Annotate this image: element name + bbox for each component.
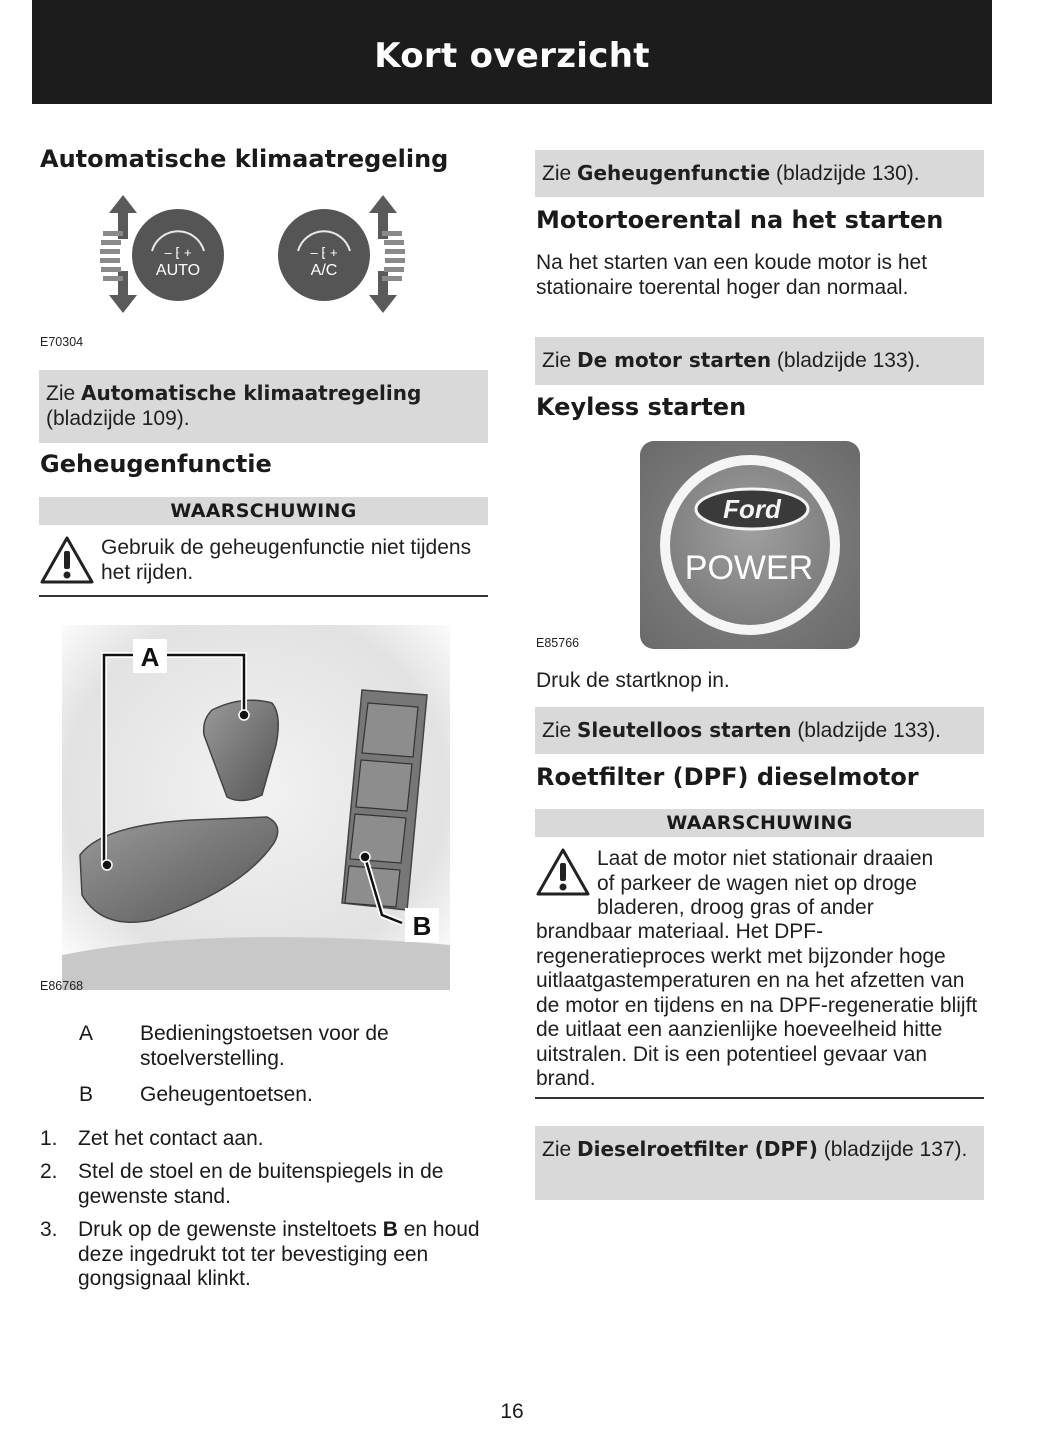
callout-b-label: B (412, 911, 432, 941)
step-number: 3. (40, 1218, 58, 1241)
dpf-warning-lines (597, 847, 987, 921)
ford-logo-text: Ford (723, 494, 781, 524)
memory-warning-title: WAARSCHUWING (39, 497, 488, 525)
idle-heading: Motortoerental na het starten (536, 206, 944, 234)
legend-text-b: Geheugentoetsen. (140, 1083, 313, 1106)
ref-suffix: (bladzijde 137). (823, 1138, 968, 1161)
step-text: Stel de stoel en de buitenspiegels in de gewenste stand. (78, 1160, 444, 1208)
keyless-text: Druk de startknop in. (536, 669, 730, 692)
auto-knob-label: AUTO (155, 262, 201, 279)
ref-prefix: Zie (542, 1138, 572, 1161)
ref-link-climate[interactable]: Automatische klimaatregeling (81, 381, 422, 405)
callout-a-label: A (140, 642, 160, 672)
dpf-warning-line: of parkeer de wagen niet op droge (597, 871, 917, 895)
figure-code-power: E85766 (536, 636, 580, 650)
idle-reference-box (535, 337, 984, 385)
ref-suffix: (bladzijde 130). (776, 162, 920, 185)
legend-key-b: B (79, 1083, 94, 1106)
ac-knob-scale: – ⁅ + (310, 245, 338, 260)
page-title: Kort overzicht (374, 36, 650, 76)
ref-prefix: Zie (46, 382, 76, 405)
ref-suffix: (bladzijde 109). (46, 406, 190, 430)
ref-link-keyless[interactable]: Sleutelloos starten (577, 718, 792, 742)
ref-prefix: Zie (542, 719, 572, 742)
power-button-label: POWER (684, 549, 814, 587)
warning-triangle-icon (40, 535, 94, 585)
keyless-heading: Keyless starten (536, 393, 747, 421)
ref-prefix: Zie (542, 349, 572, 372)
step-text: Zet het contact aan. (78, 1127, 264, 1150)
warning-triangle-icon (536, 847, 590, 897)
seat-controls-illustration (62, 625, 450, 990)
climate-reference-box (39, 370, 488, 443)
figure-code-seat: E86768 (40, 979, 84, 993)
step-text (78, 1218, 490, 1292)
climate-heading: Automatische klimaatregeling (40, 145, 449, 173)
climate-knobs-illustration (95, 193, 415, 318)
auto-knob-scale: – ⁅ + (164, 245, 192, 260)
step-number: 1. (40, 1127, 58, 1150)
dpf-warning-line: bladeren, droog gras of ander (597, 896, 874, 919)
legend-key-a: A (79, 1022, 94, 1045)
step-text-bold: B (382, 1218, 398, 1241)
memory-heading: Geheugenfunctie (40, 450, 272, 478)
step-number: 2. (40, 1160, 58, 1183)
idle-text: Na het starten van een koude motor is het stationaire toerental hoger dan normaal. (536, 251, 928, 299)
ac-knob-label: A/C (310, 262, 338, 279)
page-header (32, 0, 992, 104)
memory-reference-box (535, 150, 984, 197)
left-rotate-arrows-icon (100, 195, 137, 313)
ref-link-engine-start[interactable]: De motor starten (577, 348, 772, 372)
figure-code-climate: E70304 (40, 335, 84, 349)
page-number: 16 (500, 1400, 524, 1423)
divider (535, 1097, 984, 1099)
dpf-heading: Roetfilter (DPF) dieselmotor (536, 763, 919, 791)
right-rotate-arrows-icon (369, 195, 405, 313)
ref-suffix: (bladzijde 133). (776, 349, 921, 372)
divider (39, 595, 488, 597)
ref-prefix: Zie (542, 162, 572, 185)
keyless-reference-box (535, 707, 984, 754)
memory-warning-text: Gebruik de geheugenfunctie niet tijdens het rijden. (101, 536, 472, 584)
legend-text-a: Bedieningstoetsen voor de stoelverstelling. (140, 1022, 389, 1070)
step-text-before: Druk op de gewenste insteltoets (78, 1218, 377, 1241)
ref-suffix: (bladzijde 133). (797, 719, 941, 742)
dpf-warning-line: Laat de motor niet stationair draaien (597, 847, 934, 870)
ref-link-dpf[interactable]: Dieselroetfilter (DPF) (577, 1137, 818, 1161)
step-text-after: en houd deze ingedrukt tot ter bevestiging een gongsignaal klinkt. (78, 1218, 480, 1290)
dpf-reference-box (535, 1126, 984, 1200)
power-button-illustration (640, 441, 860, 649)
dpf-warning-title: WAARSCHUWING (535, 809, 984, 837)
dpf-warning-text: brandbaar materiaal. Het DPF-regeneratieproces werkt met bijzonder hoge uitlaatgastemperaturen en na het afzetten van de motor en tijdens en na DPF-regeneratie blijft de uitlaat een aanzienlijke hoeveelheid hitte uitstralen. Dit is een potentieel gevaar van brand. (536, 920, 978, 1090)
ref-link-memory[interactable]: Geheugenfunctie (577, 161, 771, 185)
